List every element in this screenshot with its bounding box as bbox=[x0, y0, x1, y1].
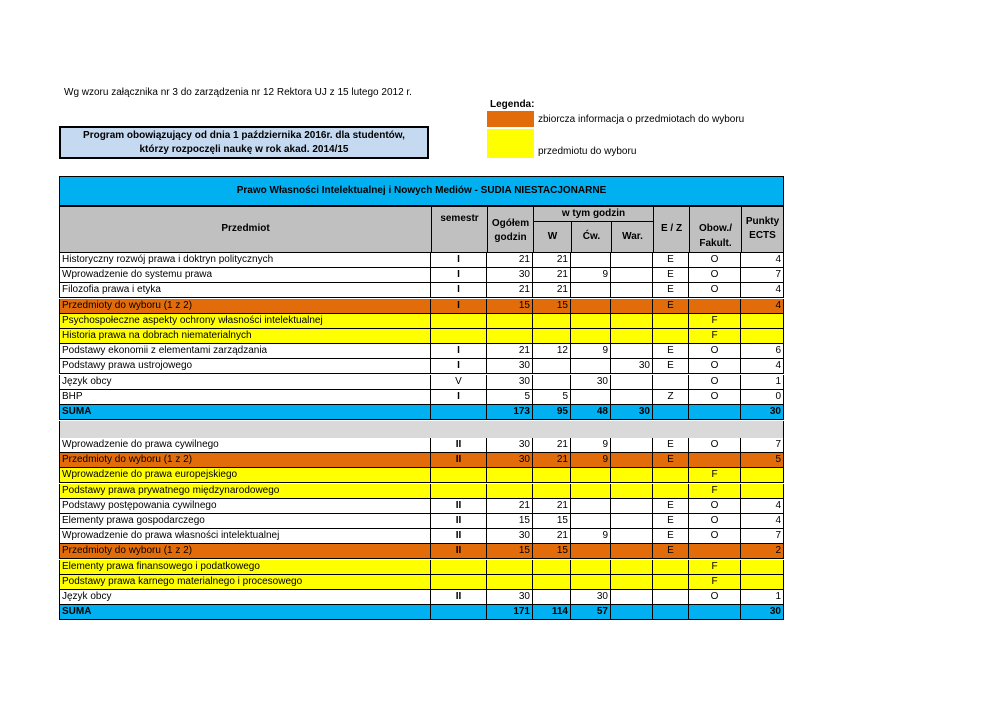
cell-cw bbox=[571, 468, 611, 483]
cell-war bbox=[611, 575, 653, 590]
cell-ez: E bbox=[653, 514, 689, 529]
cell-ects: 7 bbox=[741, 268, 784, 283]
cell-sem: I bbox=[431, 283, 487, 298]
header-ogolem bbox=[487, 206, 534, 253]
cell-name: SUMA bbox=[59, 405, 431, 420]
cell-og bbox=[487, 329, 533, 344]
cell-cw bbox=[571, 499, 611, 514]
cell-cw bbox=[571, 514, 611, 529]
cell-sem bbox=[431, 314, 487, 329]
cell-og: 15 bbox=[487, 514, 533, 529]
cell-ez: Z bbox=[653, 390, 689, 405]
cell-ez: E bbox=[653, 453, 689, 468]
cell-og bbox=[487, 560, 533, 575]
cell-name: Przedmioty do wyboru (1 z 2) bbox=[59, 544, 431, 559]
cell-og: 21 bbox=[487, 344, 533, 359]
cell-w: 21 bbox=[533, 453, 571, 468]
cell-sem bbox=[431, 605, 487, 620]
header-semestr: semestr bbox=[431, 206, 488, 253]
cell-sem: II bbox=[431, 514, 487, 529]
cell-war bbox=[611, 468, 653, 483]
cell-sem: I bbox=[431, 390, 487, 405]
cell-obow: F bbox=[689, 575, 741, 590]
cell-ects: 7 bbox=[741, 438, 784, 453]
cell-ez: E bbox=[653, 283, 689, 298]
cell-cw: 9 bbox=[571, 438, 611, 453]
cell-sem: I bbox=[431, 253, 487, 268]
cell-cw bbox=[571, 329, 611, 344]
table-row bbox=[59, 438, 784, 453]
cell-og: 30 bbox=[487, 529, 533, 544]
cell-war bbox=[611, 253, 653, 268]
header-w: W bbox=[533, 221, 572, 253]
legend-title: Legenda: bbox=[490, 99, 535, 110]
cell-obow: F bbox=[689, 314, 741, 329]
cell-war bbox=[611, 329, 653, 344]
cell-obow: O bbox=[689, 268, 741, 283]
cell-sem: V bbox=[431, 375, 487, 390]
cell-ez bbox=[653, 405, 689, 420]
table-row bbox=[59, 375, 784, 390]
cell-war bbox=[611, 344, 653, 359]
elective-option-row bbox=[59, 329, 784, 344]
cell-obow: O bbox=[689, 390, 741, 405]
cell-ects bbox=[741, 560, 784, 575]
cell-obow: O bbox=[689, 344, 741, 359]
cell-og: 30 bbox=[487, 268, 533, 283]
cell-sem bbox=[431, 405, 487, 420]
cell-cw: 30 bbox=[571, 590, 611, 605]
cell-ez bbox=[653, 560, 689, 575]
cell-war bbox=[611, 484, 653, 499]
cell-og bbox=[487, 575, 533, 590]
cell-name: Elementy prawa gospodarczego bbox=[59, 514, 431, 529]
cell-ez: E bbox=[653, 344, 689, 359]
header-obow-line2: Fakult. bbox=[699, 238, 732, 249]
cell-war bbox=[611, 438, 653, 453]
cell-ects: 4 bbox=[741, 253, 784, 268]
cell-ects bbox=[741, 468, 784, 483]
cell-w bbox=[533, 329, 571, 344]
cell-ez: E bbox=[653, 268, 689, 283]
suma-row bbox=[59, 405, 784, 420]
cell-war bbox=[611, 499, 653, 514]
table-row bbox=[59, 359, 784, 374]
cell-ez: E bbox=[653, 359, 689, 374]
cell-obow bbox=[689, 405, 741, 420]
cell-w bbox=[533, 560, 571, 575]
cell-og: 5 bbox=[487, 390, 533, 405]
cell-name: Przedmioty do wyboru (1 z 2) bbox=[59, 299, 431, 314]
cell-obow bbox=[689, 605, 741, 620]
cell-ects: 30 bbox=[741, 405, 784, 420]
cell-og bbox=[487, 484, 533, 499]
cell-sem: I bbox=[431, 344, 487, 359]
cell-name: Wprowadzenie do prawa europejskiego bbox=[59, 468, 431, 483]
cell-w: 21 bbox=[533, 438, 571, 453]
cell-name: Podstawy prawa ustrojowego bbox=[59, 359, 431, 374]
header-obow-line1: Obow./ bbox=[699, 223, 732, 234]
cell-name: Język obcy bbox=[59, 590, 431, 605]
table-row bbox=[59, 344, 784, 359]
cell-w bbox=[533, 575, 571, 590]
cell-war bbox=[611, 283, 653, 298]
elective-group-row bbox=[59, 299, 784, 314]
cell-og: 30 bbox=[487, 453, 533, 468]
cell-w bbox=[533, 468, 571, 483]
cell-name: Podstawy prawa karnego materialnego i procesowego bbox=[59, 575, 431, 590]
header-ects-line2: ECTS bbox=[749, 230, 776, 241]
cell-sem: II bbox=[431, 590, 487, 605]
cell-war: 30 bbox=[611, 405, 653, 420]
cell-w: 12 bbox=[533, 344, 571, 359]
cell-w: 5 bbox=[533, 390, 571, 405]
cell-obow: O bbox=[689, 359, 741, 374]
cell-w bbox=[533, 359, 571, 374]
header-ez: E / Z bbox=[653, 206, 690, 253]
table-row bbox=[59, 390, 784, 405]
cell-cw bbox=[571, 575, 611, 590]
cell-war bbox=[611, 560, 653, 575]
cell-og: 15 bbox=[487, 544, 533, 559]
legend-swatch-orange bbox=[487, 111, 534, 127]
cell-ects: 4 bbox=[741, 283, 784, 298]
legend-text-yellow: przedmiotu do wyboru bbox=[538, 146, 637, 157]
cell-cw bbox=[571, 283, 611, 298]
cell-obow: O bbox=[689, 590, 741, 605]
cell-war: 30 bbox=[611, 359, 653, 374]
suma-row bbox=[59, 605, 784, 620]
cell-name: Psychospołeczne aspekty ochrony własności intelektualnej bbox=[59, 314, 431, 329]
table-row bbox=[59, 529, 784, 544]
cell-sem: I bbox=[431, 268, 487, 283]
table-row bbox=[59, 253, 784, 268]
cell-name: SUMA bbox=[59, 605, 431, 620]
cell-w bbox=[533, 314, 571, 329]
cell-og: 21 bbox=[487, 499, 533, 514]
elective-option-row bbox=[59, 468, 784, 483]
elective-group-row bbox=[59, 544, 784, 559]
cell-w: 21 bbox=[533, 283, 571, 298]
cell-name: Filozofia prawa i etyka bbox=[59, 283, 431, 298]
cell-obow: O bbox=[689, 283, 741, 298]
cell-obow: O bbox=[689, 499, 741, 514]
cell-og bbox=[487, 468, 533, 483]
legend-text-orange: zbiorcza informacja o przedmiotach do wyboru bbox=[538, 114, 745, 125]
cell-obow: F bbox=[689, 329, 741, 344]
cell-w bbox=[533, 484, 571, 499]
cell-og: 30 bbox=[487, 359, 533, 374]
cell-ects: 4 bbox=[741, 359, 784, 374]
cell-ects bbox=[741, 314, 784, 329]
cell-obow: O bbox=[689, 438, 741, 453]
cell-cw: 9 bbox=[571, 344, 611, 359]
cell-w: 21 bbox=[533, 529, 571, 544]
elective-option-row bbox=[59, 575, 784, 590]
cell-og: 30 bbox=[487, 375, 533, 390]
cell-cw bbox=[571, 253, 611, 268]
cell-cw bbox=[571, 484, 611, 499]
header-ects-line1: Punkty bbox=[745, 216, 780, 227]
cell-war bbox=[611, 514, 653, 529]
cell-ects: 1 bbox=[741, 590, 784, 605]
cell-sem bbox=[431, 329, 487, 344]
cell-obow: F bbox=[689, 468, 741, 483]
cell-w: 21 bbox=[533, 253, 571, 268]
cell-w: 15 bbox=[533, 299, 571, 314]
cell-war bbox=[611, 268, 653, 283]
cell-ez bbox=[653, 375, 689, 390]
cell-ez bbox=[653, 605, 689, 620]
cell-w: 21 bbox=[533, 499, 571, 514]
program-line-2: którzy rozpoczęli naukę w rok akad. 2014/15 bbox=[139, 144, 349, 155]
cell-sem: II bbox=[431, 453, 487, 468]
cell-og: 171 bbox=[487, 605, 533, 620]
cell-ez: E bbox=[653, 499, 689, 514]
cell-w: 114 bbox=[533, 605, 571, 620]
cell-ez bbox=[653, 329, 689, 344]
cell-w: 95 bbox=[533, 405, 571, 420]
cell-obow: O bbox=[689, 514, 741, 529]
cell-name: Historyczny rozwój prawa i doktryn politycznych bbox=[59, 253, 431, 268]
cell-cw bbox=[571, 544, 611, 559]
cell-ects: 6 bbox=[741, 344, 784, 359]
cell-cw: 30 bbox=[571, 375, 611, 390]
cell-ects: 2 bbox=[741, 544, 784, 559]
header-war: War. bbox=[611, 221, 654, 253]
header-przedmiot: Przedmiot bbox=[59, 206, 432, 253]
cell-sem: II bbox=[431, 499, 487, 514]
cell-sem: II bbox=[431, 544, 487, 559]
cell-war bbox=[611, 375, 653, 390]
cell-ects bbox=[741, 484, 784, 499]
cell-ez bbox=[653, 314, 689, 329]
cell-war bbox=[611, 299, 653, 314]
cell-sem bbox=[431, 560, 487, 575]
cell-w: 15 bbox=[533, 514, 571, 529]
elective-group-row bbox=[59, 453, 784, 468]
cell-cw bbox=[571, 314, 611, 329]
cell-ez bbox=[653, 575, 689, 590]
cell-ez bbox=[653, 484, 689, 499]
table-title: Prawo Własności Intelektualnej i Nowych Mediów - SUDIA NIESTACJONARNE bbox=[59, 176, 784, 206]
cell-name: BHP bbox=[59, 390, 431, 405]
cell-name: Język obcy bbox=[59, 375, 431, 390]
cell-ects bbox=[741, 329, 784, 344]
cell-war bbox=[611, 544, 653, 559]
cell-sem bbox=[431, 575, 487, 590]
header-obow-fakult bbox=[689, 206, 742, 253]
cell-ez: E bbox=[653, 529, 689, 544]
header-w-tym-godzin: w tym godzin bbox=[533, 206, 654, 222]
cell-sem: II bbox=[431, 438, 487, 453]
cell-name: Historia prawa na dobrach niematerialnych bbox=[59, 329, 431, 344]
cell-obow: O bbox=[689, 253, 741, 268]
cell-obow: O bbox=[689, 529, 741, 544]
cell-obow: O bbox=[689, 375, 741, 390]
cell-cw bbox=[571, 359, 611, 374]
cell-w: 15 bbox=[533, 544, 571, 559]
cell-cw bbox=[571, 299, 611, 314]
cell-obow bbox=[689, 299, 741, 314]
cell-sem: II bbox=[431, 529, 487, 544]
table-row bbox=[59, 283, 784, 298]
table-row bbox=[59, 514, 784, 529]
cell-name: Wprowadzenie do systemu prawa bbox=[59, 268, 431, 283]
cell-name: Elementy prawa finansowego i podatkowego bbox=[59, 560, 431, 575]
cell-sem: I bbox=[431, 359, 487, 374]
cell-sem: I bbox=[431, 299, 487, 314]
cell-ects bbox=[741, 575, 784, 590]
cell-name: Podstawy prawa prywatnego międzynarodowego bbox=[59, 484, 431, 499]
header-ogolem-line1: Ogółem bbox=[491, 218, 530, 229]
cell-obow bbox=[689, 544, 741, 559]
cell-war bbox=[611, 529, 653, 544]
header-ogolem-line2: godzin bbox=[494, 232, 527, 243]
cell-ez: E bbox=[653, 299, 689, 314]
cell-obow bbox=[689, 453, 741, 468]
table-row bbox=[59, 268, 784, 283]
cell-war bbox=[611, 590, 653, 605]
cell-sem bbox=[431, 468, 487, 483]
cell-ez bbox=[653, 590, 689, 605]
header-cw: Ćw. bbox=[571, 221, 612, 253]
cell-og: 21 bbox=[487, 283, 533, 298]
cell-ects: 5 bbox=[741, 453, 784, 468]
cell-war bbox=[611, 605, 653, 620]
cell-name: Wprowadzenie do prawa cywilnego bbox=[59, 438, 431, 453]
cell-og: 30 bbox=[487, 590, 533, 605]
cell-name: Przedmioty do wyboru (1 z 2) bbox=[59, 453, 431, 468]
table-row bbox=[59, 590, 784, 605]
elective-option-row bbox=[59, 314, 784, 329]
cell-og: 15 bbox=[487, 299, 533, 314]
cell-war bbox=[611, 314, 653, 329]
cell-ects: 4 bbox=[741, 299, 784, 314]
cell-cw bbox=[571, 390, 611, 405]
cell-ez: E bbox=[653, 438, 689, 453]
elective-option-row bbox=[59, 484, 784, 499]
cell-og: 21 bbox=[487, 253, 533, 268]
cell-w bbox=[533, 375, 571, 390]
cell-ects: 1 bbox=[741, 375, 784, 390]
cell-og: 173 bbox=[487, 405, 533, 420]
cell-w bbox=[533, 590, 571, 605]
cell-cw: 9 bbox=[571, 453, 611, 468]
cell-name: Podstawy ekonomii z elementami zarządzania bbox=[59, 344, 431, 359]
cell-ez: E bbox=[653, 253, 689, 268]
cell-ects: 7 bbox=[741, 529, 784, 544]
cell-ects: 4 bbox=[741, 514, 784, 529]
cell-cw: 48 bbox=[571, 405, 611, 420]
cell-ects: 4 bbox=[741, 499, 784, 514]
cell-obow: F bbox=[689, 560, 741, 575]
legend-swatch-yellow bbox=[487, 129, 534, 158]
cell-ez bbox=[653, 468, 689, 483]
cell-ects: 30 bbox=[741, 605, 784, 620]
cell-og: 30 bbox=[487, 438, 533, 453]
cell-w: 21 bbox=[533, 268, 571, 283]
cell-cw: 9 bbox=[571, 529, 611, 544]
cell-name: Podstawy postępowania cywilnego bbox=[59, 499, 431, 514]
program-info-box bbox=[59, 126, 429, 159]
cell-cw bbox=[571, 560, 611, 575]
cell-ects: 0 bbox=[741, 390, 784, 405]
cell-og bbox=[487, 314, 533, 329]
cell-war bbox=[611, 453, 653, 468]
header-note: Wg wzoru załącznika nr 3 do zarządzenia nr 12 Rektora UJ z 15 lutego 2012 r. bbox=[64, 87, 412, 98]
cell-sem bbox=[431, 484, 487, 499]
cell-cw: 57 bbox=[571, 605, 611, 620]
program-line-1: Program obowiązujący od dnia 1 października 2016r. dla studentów, bbox=[83, 130, 405, 141]
cell-name: Wprowadzenie do prawa własności intelektualnej bbox=[59, 529, 431, 544]
header-ects bbox=[741, 206, 784, 253]
cell-cw: 9 bbox=[571, 268, 611, 283]
semester-separator bbox=[59, 421, 784, 438]
elective-option-row bbox=[59, 560, 784, 575]
cell-war bbox=[611, 390, 653, 405]
cell-obow: F bbox=[689, 484, 741, 499]
table-row bbox=[59, 499, 784, 514]
cell-ez: E bbox=[653, 544, 689, 559]
